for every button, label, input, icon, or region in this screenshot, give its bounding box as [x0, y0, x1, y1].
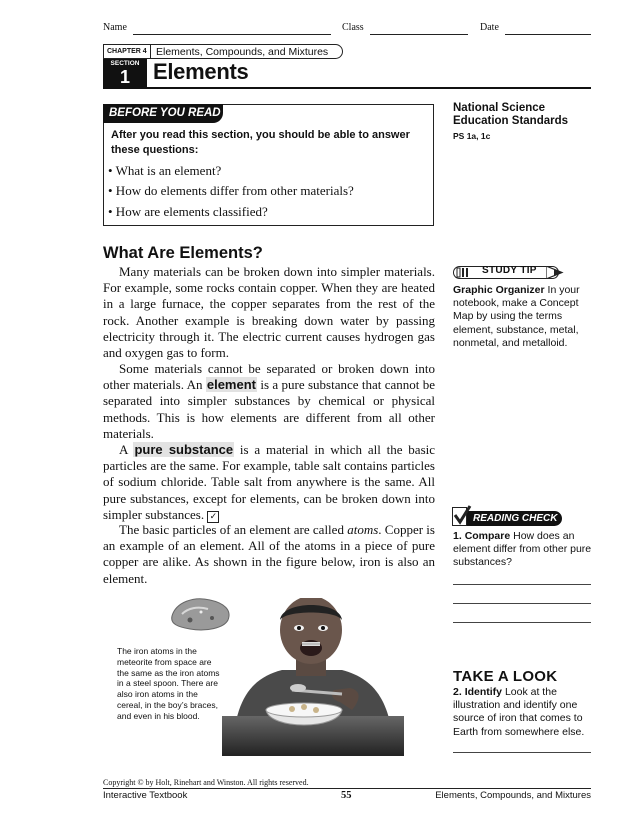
date-label: Date	[480, 22, 499, 33]
question-number: 2.	[453, 686, 462, 698]
chapter-banner	[103, 44, 343, 59]
study-tip-body: In your notebook, make a Concept Map by using the terms element, substance, metal, nonmetal, and metalloid.	[453, 284, 580, 349]
footer-book-title: Interactive Textbook	[103, 790, 188, 801]
copyright-notice: Copyright © by Holt, Rinehart and Winston. All rights reserved.	[103, 778, 309, 787]
question-verb: Compare	[464, 530, 511, 542]
question-verb: Identify	[464, 686, 503, 698]
term-element: element	[206, 377, 256, 393]
term-atoms: atoms	[347, 522, 379, 537]
paragraph-text: Some materials cannot be separated or broken down into other materials. An	[103, 361, 435, 393]
pencil-icon	[456, 267, 478, 278]
paragraph-1	[103, 264, 435, 361]
answer-line[interactable]	[453, 622, 591, 623]
paragraph-text: is a material in which all the basic particles are the same. For example, table salt contains particles of sodium chloride. Table salt from anywhere is the same. All pure substances, except for elements, can be broken down into simpler substances.	[103, 442, 436, 522]
answer-line[interactable]	[453, 584, 591, 585]
section-number: 1	[119, 67, 130, 87]
paragraph-text: The basic particles of an element are called	[119, 522, 348, 537]
chapter-title: Elements, Compounds, and Mixtures	[156, 46, 329, 58]
answer-line[interactable]	[453, 603, 591, 604]
reading-check-label: READING CHECK	[466, 511, 562, 526]
checkmark-icon	[452, 504, 472, 526]
study-tip-heading: Graphic Organizer	[453, 284, 545, 296]
pencil-tip-icon	[546, 266, 564, 279]
paragraph-text: Many materials can be broken down into simpler materials. For example, some rocks contain copper. When they are heated in a large furnace, the copper separates from the rest of the rock. Another example is breaking down water by passing electricity through it. The electric current causes hydrogen gas and oxygen gas to form.	[103, 264, 435, 361]
name-label: Name	[103, 22, 127, 33]
question-item: • How are elements classified?	[108, 204, 268, 219]
footer-chapter-title: Elements, Compounds, and Mixtures	[435, 790, 591, 801]
reading-check-question	[453, 530, 595, 570]
answer-line[interactable]	[453, 752, 591, 753]
title-rule	[103, 87, 591, 89]
name-line[interactable]	[133, 34, 331, 35]
check-icon: ✓	[207, 511, 219, 523]
paragraph-text: A	[119, 442, 134, 457]
page-title: Elements	[153, 59, 249, 84]
chapter-tag: CHAPTER 4	[104, 45, 151, 58]
term-pure-substance: pure substance	[134, 442, 234, 457]
question-number: 1.	[453, 530, 462, 542]
study-tip-label: STUDY TIP	[482, 265, 537, 276]
footer-rule	[103, 788, 591, 789]
section-badge	[103, 59, 147, 88]
paragraph-2	[103, 361, 435, 442]
before-you-read-intro: After you read this section, you should be able to answer these questions:	[111, 129, 410, 156]
page-number: 55	[341, 790, 352, 801]
class-line[interactable]	[370, 34, 468, 35]
paragraph-4	[103, 522, 435, 587]
class-label: Class	[342, 22, 364, 33]
before-you-read-label: BEFORE YOU READ	[103, 104, 223, 123]
section-heading: What Are Elements?	[103, 244, 263, 262]
study-tip-text	[453, 284, 595, 350]
standards-title: National Science Education Standards	[453, 102, 569, 127]
boy-eating-cereal-image	[222, 598, 404, 756]
figure-caption: The iron atoms in the meteorite from space are the same as the iron atoms in a steel spoon. There are also iron atoms in the cereal, in the boy’s braces, and even in his blood.	[117, 646, 220, 721]
take-a-look-question	[453, 686, 595, 739]
take-a-look-label: TAKE A LOOK	[453, 668, 558, 685]
question-text: Look at the illustration and identify one source of iron that comes to Earth from somewhere else.	[453, 686, 585, 738]
question-item: • How do elements differ from other materials?	[108, 183, 354, 198]
section-word: SECTION	[110, 60, 140, 67]
paragraph-text: is a pure substance that cannot be separated into simpler substances by chemical or physical methods. This is how elements are different from all other materials.	[103, 377, 436, 441]
date-line[interactable]	[505, 34, 591, 35]
paragraph-3	[103, 442, 435, 523]
standards-codes: PS 1a, 1c	[453, 131, 491, 141]
question-text: How does an element differ from other pure substances?	[453, 530, 592, 569]
paragraph-text: . Copper is an example of an element. All of the atoms in a piece of pure copper are alike. As shown in the figure below, iron is also an element.	[103, 522, 435, 586]
question-item: • What is an element?	[108, 163, 222, 178]
